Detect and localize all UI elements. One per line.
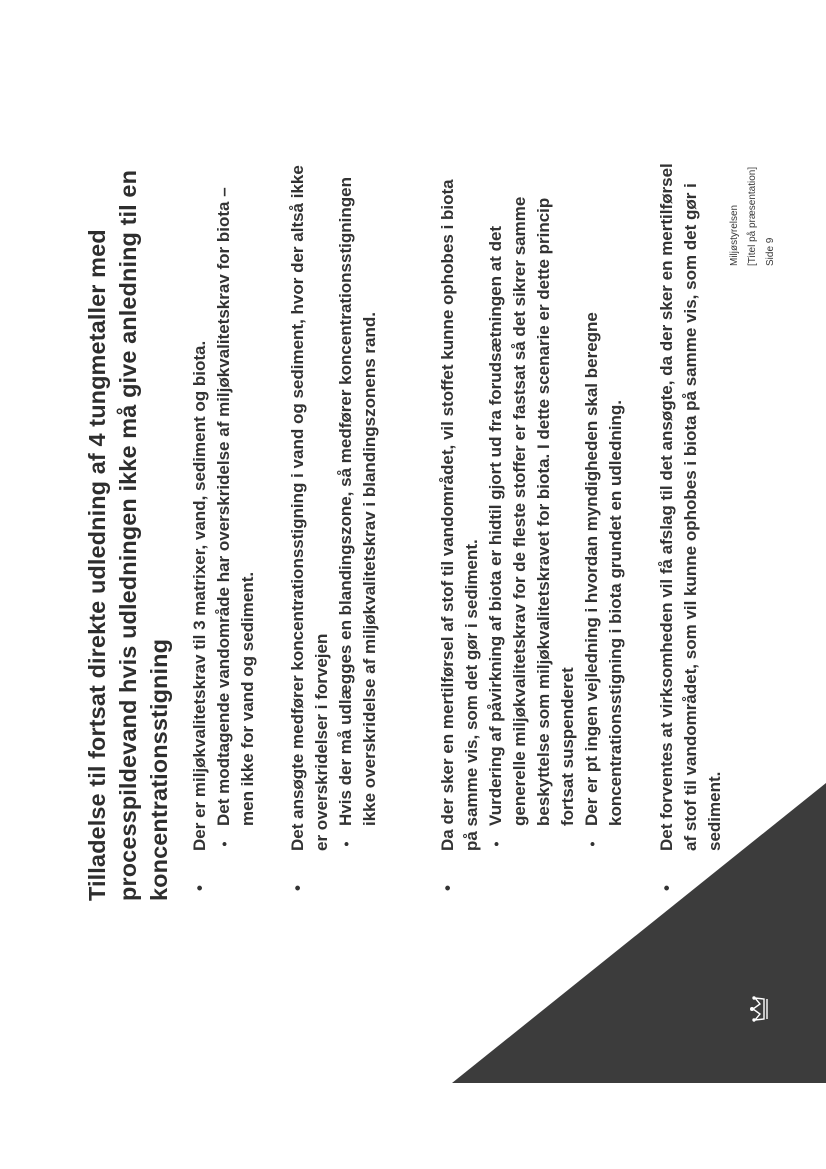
slide-title: Tilladelse til fortsat direkte udledning af 4 tungmetaller med processpildevand hvis udledningen ikke må give anledning til en koncentrationsstigning [84,169,172,901]
bullet-marker: • [190,885,209,891]
bullet-group-3 [436,161,628,901]
sub-bullet-item [334,161,382,851]
bullet-group-4 [655,161,727,901]
sub-bullets [334,161,382,851]
sub-bullets [484,161,628,851]
sub-bullet-item [580,161,628,851]
sub-bullets [212,161,260,851]
bullet-marker: • [657,885,676,891]
crown-icon [749,995,771,1023]
bullet-text: Der er miljøkvalitetskrav til 3 matrixer, vand, sediment og biota. [190,340,209,851]
sub-bullet-marker: • [338,841,354,847]
bullet-item [188,161,260,901]
footer-organization: Miljøstyrelsen [729,204,740,266]
sub-bullet-marker: • [488,841,504,847]
bullet-text: Det ansøgte medfører koncentrationsstigning i vand og sediment, hvor der altså ikke er overskridelser i forvejen [288,165,331,851]
bullet-marker: • [438,885,457,891]
bullet-marker: • [288,885,307,891]
sub-bullet-marker: • [216,841,232,847]
sub-bullet-marker: • [584,841,600,847]
sub-bullet-item [212,161,260,851]
sub-bullet-item [484,161,580,851]
sub-bullet-text: Der er pt ingen vejledning i hvordan myndigheden skal beregne koncentrationsstigning i biota grundet en udledning. [582,312,625,826]
bullet-group-2 [286,161,382,901]
bullet-item [286,161,382,901]
sub-bullet-text: Vurdering af påvirkning af biota er hidtil gjort ud fra forudsætningen at det generelle miljøkvalitetskrav for de fleste stoffer er fastsat så det sikrer samme beskyttelse som miljøkvalitetskravet for biota. I dette scenarie er dette princip fortsat suspenderet [486,196,577,826]
sub-bullet-text: Det modtagende vandområde har overskridelse af miljøkvalitetskrav for biota – men ikke for vand og sediment. [214,187,257,826]
sub-bullet-text: Hvis der må udlægges en blandingszone, så medfører koncentrationsstigningen ikke overskridelse af miljøkvalitetskrav i blandingszonens rand. [336,177,379,826]
bullet-text: Det forventes at virksomheden vil få afslag til det ansøgte, da der sker en mertilførsel af stof til vandområdet, som vil kunne ophobes i biota på samme vis, som det gør i sediment. [657,163,724,851]
footer-presentation-title: [Titel på præsentation] [747,166,758,266]
bullet-text: Da der sker en mertilførsel af stof til vandområdet, vil stoffet kunne ophobes i biota på samme vis, som det gør i sediment. [438,179,481,851]
bullet-group-1 [188,161,260,901]
bullet-item [436,161,628,901]
slide-footer [726,167,780,266]
bullet-item [655,161,727,901]
footer-page-number: Side 9 [765,237,776,266]
